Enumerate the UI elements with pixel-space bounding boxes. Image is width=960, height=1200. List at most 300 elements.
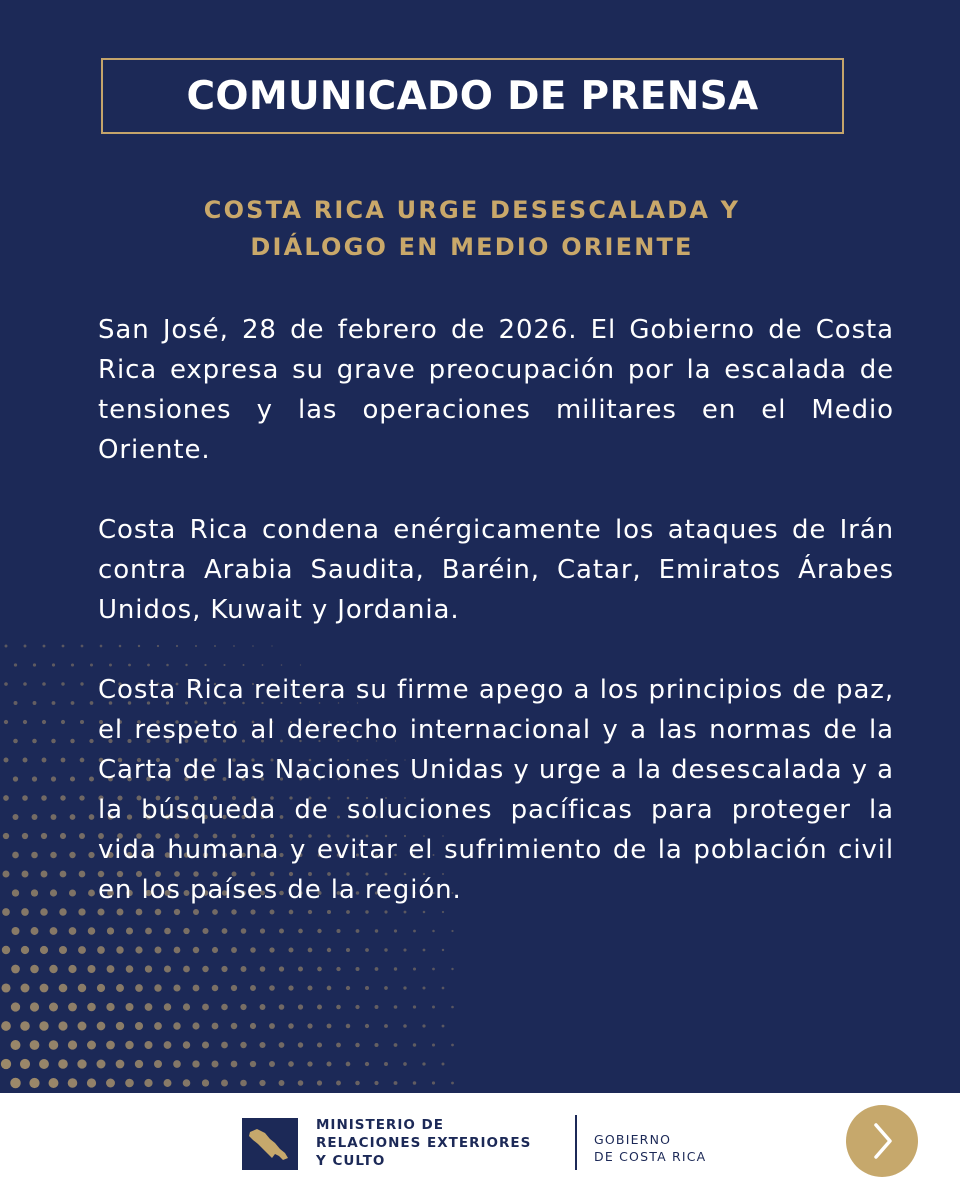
pattern-dot	[214, 645, 216, 647]
pattern-dot	[250, 1061, 256, 1067]
pattern-dot	[442, 911, 444, 913]
pattern-dot	[281, 664, 283, 666]
pattern-dot	[51, 814, 57, 820]
pattern-dot	[356, 929, 360, 933]
pattern-dot	[1, 1059, 11, 1069]
pattern-dot	[183, 928, 189, 934]
pattern-dot	[41, 795, 47, 801]
pattern-dot	[202, 1004, 209, 1011]
pattern-dot	[269, 947, 274, 952]
pattern-dot	[21, 984, 30, 993]
pattern-dot	[346, 1062, 351, 1067]
pattern-dot	[222, 928, 228, 934]
headline-line-2: DIÁLOGO EN MEDIO ORIENTE	[250, 233, 694, 261]
pattern-dot	[155, 947, 162, 954]
pattern-dot	[5, 645, 8, 648]
pattern-dot	[23, 758, 28, 763]
pattern-dot	[135, 1060, 143, 1068]
paragraph-3: Costa Rica reitera su firme apego a los principios de paz, el respeto al derecho internacional y a las normas de la Carta de las Naciones Unidas y urge a la desescalada y a la búsqueda de soluciones pacíficas para proteger la vida humana y evitar el sufrimiento de la población civil en los países de la región.	[98, 675, 894, 905]
pattern-dot	[384, 1024, 388, 1028]
pattern-dot	[260, 928, 265, 933]
pattern-dot	[221, 966, 227, 972]
pattern-dot	[307, 1023, 312, 1028]
pattern-dot	[87, 1041, 96, 1050]
ministry-name	[316, 1116, 531, 1170]
pattern-dot	[50, 889, 57, 896]
pattern-dot	[183, 1003, 190, 1010]
pattern-dot	[2, 946, 10, 954]
paragraph-1: San José, 28 de febrero de 2026. El Gobierno de Costa Rica expresa su grave preocupación por la escalada de tensiones y las operaciones militares en el Medio Oriente.	[98, 315, 894, 465]
pattern-dot	[374, 1043, 378, 1047]
pattern-dot	[70, 814, 76, 820]
pattern-dot	[70, 739, 74, 743]
pattern-dot	[12, 852, 19, 859]
pattern-dot	[125, 1003, 133, 1011]
pattern-dot	[269, 1023, 275, 1029]
pattern-dot	[58, 1021, 67, 1030]
pattern-dot	[31, 852, 38, 859]
pattern-dot	[221, 1004, 228, 1011]
pattern-dot	[442, 949, 444, 951]
pattern-dot	[107, 927, 114, 934]
government-line-2: DE COSTA RICA	[594, 1149, 707, 1164]
pattern-dot	[355, 1081, 360, 1086]
pattern-dot	[32, 776, 37, 781]
pattern-dot	[269, 1061, 275, 1067]
pattern-dot	[144, 1041, 152, 1049]
pattern-dot	[79, 795, 84, 800]
pattern-dot	[128, 664, 131, 667]
pattern-dot	[279, 1080, 285, 1086]
pattern-dot	[451, 968, 453, 970]
pattern-dot	[81, 645, 84, 648]
pattern-dot	[336, 1005, 341, 1010]
pattern-dot	[138, 645, 140, 647]
pattern-dot	[288, 985, 293, 990]
pattern-dot	[164, 1041, 172, 1049]
pattern-dot	[413, 1043, 416, 1046]
pattern-dot	[71, 663, 74, 666]
pattern-dot	[78, 946, 86, 954]
pattern-dot	[451, 1082, 454, 1085]
pattern-dot	[202, 1041, 209, 1048]
pattern-dot	[422, 1062, 425, 1065]
pattern-dot	[116, 1022, 124, 1030]
pattern-dot	[80, 682, 83, 685]
pattern-dot	[51, 739, 56, 744]
ministry-line-1: MINISTERIO DE	[316, 1117, 444, 1133]
pattern-dot	[22, 833, 28, 839]
pattern-dot	[336, 1043, 341, 1048]
pattern-dot	[185, 664, 187, 666]
pattern-dot	[31, 927, 39, 935]
pattern-dot	[145, 928, 152, 935]
pattern-dot	[4, 720, 8, 724]
pattern-dot	[4, 758, 9, 763]
pattern-dot	[183, 1041, 190, 1048]
pattern-dot	[279, 1004, 285, 1010]
pattern-dot	[451, 1044, 454, 1047]
pattern-dot	[250, 1023, 256, 1029]
pattern-dot	[40, 908, 48, 916]
pattern-dot	[442, 987, 445, 990]
pattern-dot	[43, 645, 46, 648]
pattern-dot	[403, 1024, 407, 1028]
pattern-dot	[271, 645, 272, 646]
pattern-dot	[154, 1060, 162, 1068]
pattern-dot	[394, 1081, 398, 1085]
pattern-dot	[173, 1060, 181, 1068]
pattern-dot	[355, 1005, 359, 1009]
pattern-dot	[308, 948, 313, 953]
pattern-dot	[97, 946, 105, 954]
pattern-dot	[413, 1005, 416, 1008]
pattern-dot	[70, 776, 75, 781]
pattern-dot	[154, 984, 161, 991]
pattern-dot	[60, 871, 67, 878]
pattern-dot	[394, 929, 397, 932]
pattern-dot	[21, 908, 29, 916]
pattern-dot	[317, 1005, 322, 1010]
pattern-dot	[223, 664, 225, 666]
headline	[100, 192, 844, 266]
pattern-dot	[413, 1081, 417, 1085]
pattern-dot	[78, 1022, 87, 1031]
pattern-dot	[250, 947, 256, 953]
pattern-dot	[2, 870, 9, 877]
pattern-dot	[307, 1061, 312, 1066]
pattern-dot	[126, 965, 134, 973]
pattern-dot	[375, 929, 378, 932]
pattern-dot	[42, 758, 47, 763]
pattern-dot	[298, 1080, 304, 1086]
pattern-dot	[231, 985, 237, 991]
paragraph-2: Costa Rica condena enérgicamente los ataques de Irán contra Arabia Saudita, Baréin, Catar, Emiratos Árabes Unidos, Kuwait y Jordania.	[98, 515, 894, 625]
pattern-dot	[50, 852, 57, 859]
pattern-dot	[432, 968, 435, 971]
pattern-dot	[212, 985, 219, 992]
pattern-dot	[116, 946, 123, 953]
pattern-dot	[89, 739, 93, 743]
pattern-dot	[77, 1059, 86, 1068]
pattern-dot	[240, 1004, 246, 1010]
pattern-dot	[193, 947, 199, 953]
pattern-dot	[61, 758, 66, 763]
pattern-dot	[51, 776, 56, 781]
pattern-dot	[432, 930, 435, 933]
pattern-dot	[375, 967, 379, 971]
pattern-dot	[154, 1022, 162, 1030]
pattern-dot	[195, 645, 197, 647]
pattern-dot	[183, 1079, 191, 1087]
pattern-dot	[413, 967, 416, 970]
chevron-right-icon	[846, 1105, 918, 1177]
pattern-dot	[288, 1061, 294, 1067]
pattern-dot	[413, 930, 416, 933]
pattern-dot	[394, 1005, 398, 1009]
pattern-dot	[22, 871, 29, 878]
pattern-dot	[90, 663, 93, 666]
ministry-line-2: RELACIONES EXTERIORES	[316, 1135, 532, 1151]
pattern-dot	[231, 1023, 238, 1030]
pattern-dot	[88, 852, 94, 858]
pattern-dot	[164, 1079, 172, 1087]
pattern-dot	[24, 645, 27, 648]
pattern-dot	[346, 948, 350, 952]
pattern-dot	[80, 758, 85, 763]
pattern-dot	[89, 814, 95, 820]
pattern-dot	[384, 986, 388, 990]
pattern-dot	[231, 947, 237, 953]
pattern-dot	[317, 967, 322, 972]
pattern-dot	[60, 833, 66, 839]
pattern-dot	[174, 947, 181, 954]
pattern-dot	[107, 965, 115, 973]
pattern-dot	[240, 1080, 247, 1087]
pattern-dot	[346, 986, 350, 990]
pattern-dot	[106, 1079, 115, 1088]
pattern-dot	[327, 948, 331, 952]
pattern-dot	[346, 910, 350, 914]
pattern-dot	[231, 909, 236, 914]
pattern-dot	[42, 682, 46, 686]
pattern-dot	[451, 930, 453, 932]
pattern-dot	[42, 720, 46, 724]
footer	[0, 1093, 960, 1200]
pattern-dot	[97, 984, 105, 992]
pattern-dot	[79, 833, 85, 839]
pattern-dot	[68, 965, 76, 973]
pattern-dot	[422, 1024, 425, 1027]
pattern-dot	[88, 927, 95, 934]
pattern-dot	[79, 871, 86, 878]
pattern-dot	[259, 1042, 265, 1048]
pattern-dot	[451, 1006, 454, 1009]
pattern-dot	[432, 1006, 435, 1009]
pattern-dot	[288, 1023, 294, 1029]
pattern-dot	[49, 1003, 58, 1012]
pattern-dot	[298, 929, 303, 934]
pattern-dot	[308, 986, 313, 991]
pattern-dot	[212, 947, 218, 953]
pattern-dot	[221, 1042, 228, 1049]
pattern-dot	[202, 928, 208, 934]
pattern-dot	[69, 927, 77, 935]
pattern-dot	[32, 814, 38, 820]
footer-divider	[575, 1115, 577, 1170]
pattern-dot	[78, 984, 86, 992]
pattern-dot	[241, 966, 247, 972]
pattern-dot	[116, 1060, 125, 1069]
pattern-dot	[4, 682, 8, 686]
pattern-dot	[403, 1062, 407, 1066]
pattern-dot	[270, 910, 275, 915]
pattern-dot	[87, 1078, 96, 1087]
pattern-dot	[116, 984, 124, 992]
pattern-dot	[69, 889, 76, 896]
pattern-dot	[173, 984, 180, 991]
pattern-dot	[23, 682, 27, 686]
pattern-dot	[279, 1042, 285, 1048]
pattern-dot	[21, 946, 29, 954]
ministry-line-3: Y CULTO	[316, 1153, 386, 1169]
pattern-dot	[289, 910, 294, 915]
pattern-dot	[119, 645, 122, 648]
pattern-dot	[442, 1025, 445, 1028]
pattern-dot	[365, 910, 368, 913]
pattern-dot	[384, 948, 387, 951]
pattern-dot	[300, 664, 301, 665]
pattern-dot	[183, 966, 190, 973]
pattern-dot	[13, 814, 19, 820]
pattern-dot	[88, 890, 95, 897]
pattern-dot	[336, 1081, 341, 1086]
pattern-dot	[252, 645, 254, 647]
pattern-dot	[10, 1078, 21, 1089]
pattern-dot	[173, 1022, 180, 1029]
pattern-dot	[39, 1021, 48, 1030]
pattern-dot	[241, 928, 247, 934]
pattern-dot	[30, 1002, 39, 1011]
pattern-dot	[59, 984, 68, 993]
pattern-dot	[157, 645, 159, 647]
pattern-dot	[164, 965, 171, 972]
pattern-dot	[250, 985, 256, 991]
pattern-dot	[202, 966, 209, 973]
pattern-dot	[336, 967, 340, 971]
pattern-dot	[394, 1043, 398, 1047]
pattern-dot	[193, 985, 200, 992]
pattern-dot	[135, 946, 142, 953]
pattern-dot	[432, 1043, 435, 1046]
pattern-dot	[243, 664, 245, 666]
pattern-dot	[317, 929, 321, 933]
pattern-dot	[59, 946, 67, 954]
pattern-dot	[336, 929, 340, 933]
headline-line-1: COSTA RICA URGE DESESCALADA Y	[203, 196, 741, 224]
pattern-dot	[23, 720, 27, 724]
pattern-dot	[147, 664, 150, 667]
pattern-dot	[89, 777, 94, 782]
next-slide-button[interactable]	[846, 1105, 918, 1177]
pattern-dot	[87, 965, 95, 973]
pattern-dot	[231, 1061, 238, 1068]
government-line-1: GOBIERNO	[594, 1132, 672, 1147]
pattern-dot	[204, 664, 206, 666]
pattern-dot	[145, 1003, 153, 1011]
costa-rica-map-logo-icon	[242, 1118, 298, 1170]
pattern-dot	[14, 663, 17, 666]
pattern-dot	[59, 908, 66, 915]
pattern-dot	[58, 1059, 68, 1069]
pattern-dot	[384, 910, 387, 913]
pattern-dot	[32, 739, 37, 744]
pattern-dot	[29, 1078, 39, 1088]
pattern-dot	[403, 948, 406, 951]
pattern-dot	[11, 927, 19, 935]
pattern-dot	[3, 795, 9, 801]
pattern-dot	[327, 910, 331, 914]
pattern-dot	[126, 927, 133, 934]
pattern-dot	[262, 664, 264, 666]
pattern-dot	[41, 871, 48, 878]
pattern-dot	[423, 911, 426, 914]
pattern-dot	[176, 645, 178, 647]
pattern-dot	[69, 852, 75, 858]
pattern-dot	[375, 1005, 379, 1009]
pattern-dot	[259, 1080, 265, 1086]
pattern-dot	[11, 965, 20, 974]
pattern-dot	[298, 1004, 303, 1009]
pattern-dot	[403, 986, 406, 989]
pattern-dot	[365, 948, 369, 952]
pattern-dot	[33, 701, 37, 705]
pattern-dot	[365, 1024, 369, 1028]
pattern-dot	[125, 1041, 133, 1049]
pattern-dot	[346, 1024, 351, 1029]
pattern-dot	[97, 1022, 106, 1031]
pattern-dot	[212, 1023, 219, 1030]
pattern-dot	[298, 1042, 303, 1047]
pattern-dot	[384, 1062, 388, 1066]
pattern-dot	[365, 986, 369, 990]
pattern-dot	[78, 908, 85, 915]
pattern-dot	[106, 1003, 114, 1011]
pattern-dot	[52, 701, 56, 705]
pattern-dot	[31, 889, 38, 896]
pattern-dot	[68, 1078, 78, 1088]
pattern-dot	[327, 986, 332, 991]
pattern-dot	[49, 1078, 59, 1088]
pattern-dot	[202, 1079, 209, 1086]
pattern-dot	[62, 645, 65, 648]
pattern-dot	[221, 1080, 228, 1087]
pattern-dot	[135, 984, 143, 992]
pattern-dot	[14, 701, 18, 705]
pattern-dot	[30, 1040, 40, 1050]
pattern-dot	[49, 965, 57, 973]
pattern-dot	[317, 1080, 322, 1085]
pattern-dot	[61, 682, 64, 685]
pattern-dot	[12, 889, 19, 896]
pattern-dot	[233, 645, 235, 647]
pattern-dot	[2, 908, 10, 916]
pattern-dot	[355, 967, 359, 971]
pattern-dot	[39, 1059, 49, 1069]
pattern-dot	[80, 720, 84, 724]
pattern-dot	[374, 1081, 378, 1085]
pattern-dot	[404, 911, 407, 914]
pattern-dot	[240, 1042, 246, 1048]
pattern-dot	[60, 795, 65, 800]
government-name	[594, 1131, 706, 1165]
pattern-dot	[61, 720, 65, 724]
pattern-dot	[100, 645, 103, 648]
pattern-dot	[41, 833, 47, 839]
pattern-dot	[164, 928, 171, 935]
pattern-dot	[125, 1079, 134, 1088]
pattern-dot	[260, 1004, 266, 1010]
pattern-dot	[22, 795, 28, 801]
page-title: COMUNICADO DE PRENSA	[186, 73, 759, 119]
pattern-dot	[327, 1062, 332, 1067]
pattern-dot	[71, 701, 75, 705]
pattern-dot	[1, 983, 10, 992]
pattern-dot	[109, 664, 112, 667]
pattern-dot	[327, 1024, 332, 1029]
pattern-dot	[106, 1041, 115, 1050]
pattern-dot	[250, 909, 255, 914]
